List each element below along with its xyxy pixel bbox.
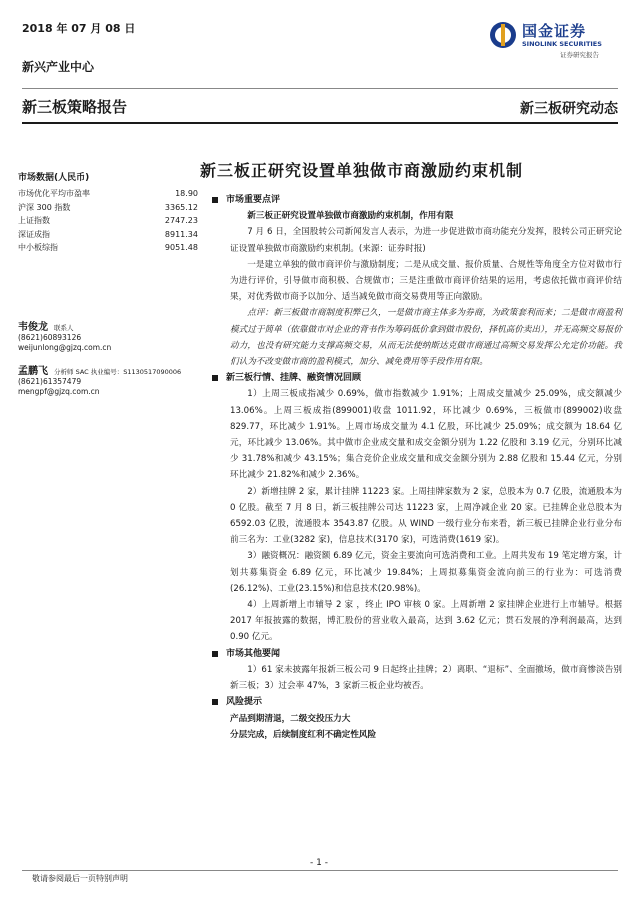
market-label: 深证成指 <box>18 229 50 239</box>
header-rule <box>22 122 618 124</box>
analyst-name: 韦俊龙 <box>18 321 48 333</box>
report-date: 2018 年 07 月 08 日 <box>22 22 136 35</box>
market-label: 上证指数 <box>18 216 50 225</box>
page-number: - 1 - <box>310 858 328 868</box>
logo-english: SINOLINK SECURITIES <box>522 40 602 48</box>
section-heading: 风险提示 <box>212 694 622 710</box>
paragraph: 一是建立单独的做市商评价与激励制度；二是从成交量、报价质量、合规性等角度全方位对做市行为进行评价，引导做市商积极、合规做市；三是注重做市商评价结果的运用，考虑依托做市商评价结果，对优秀做市商予以加分、适当减免做市商交易费用等正向激励。 <box>230 259 622 303</box>
paragraph: 4）上周新增上市辅导 2 家 ，终止 IPO 审核 0 家。上周新增 2 家挂牌企业进行上市辅导。根据 2017 年报披露的数据，博汇股份的营业收入最高，达到 3.62 亿元；贯石发展的净利润最高，达到 0.90 亿元。 <box>230 600 622 643</box>
paragraph: 3）融资概况：融资额 6.89 亿元，资金主要流向可选消费和工业。上周共发布 19 笔定增方案，计划共募集资金 6.89 亿元，环比减少 19.84%；上周拟募集资金流向前三的行业为：可选消费(26.12%)、工业(23.15%)和信息技术(20.98%)。 <box>230 551 622 594</box>
commentary-paragraph: 点评：新三板做市商制度积弊已久，一是做市商主体多为券商，为政策套利而来；二是做市商盈利模式过于简单（依靠做市对企业的背书作为筹码低价拿到做市股份，择机高价卖出），并无高频交易报价动力，也没有研究能力支撑高频交易，从而无法使纳斯达克做市商通过高频交易发挥公允定价功能。我们认为不改变做市商的盈利模式，加分、减免费用等手段作用有限。 <box>230 308 622 368</box>
report-body <box>212 192 622 743</box>
analyst-role: 分析师 SAC 执业编号：S1130517090006 <box>54 367 182 376</box>
analyst-email[interactable]: mengpf@gjzq.com.cn <box>18 386 100 396</box>
section-heading: 市场重要点评 <box>212 192 622 208</box>
report-type: 新三板策略报告 <box>22 98 128 116</box>
analyst-email[interactable]: weijunlong@gjzq.com.cn <box>18 342 112 352</box>
market-row <box>18 228 198 242</box>
market-row <box>18 214 198 228</box>
analyst-name: 孟鹏飞 <box>18 365 48 377</box>
paragraph: 2）新增挂牌 2 家，累计挂牌 11223 家。上周挂牌家数为 2 家，总股本为 0.7 亿股，流通股本为 0 亿股。截至 7 月 8 日，新三板挂牌公司达 11223 家，上周净减企业 20 家。已挂牌企业总股本为 6592.03 亿股，流通股本 3543.87 亿股。从 WIND 一级行业分布来看，新三板已挂牌企业行业分布前三名为：工业(3282 家)，信息技术(3170 家)，可选消费(1619 家)。 <box>230 486 622 546</box>
market-value: 8911.34 <box>164 229 198 239</box>
analyst-phone: (8621)61357479 <box>18 376 82 386</box>
bullet-square-icon <box>212 651 218 657</box>
section-subtitle: 新三板正研究设置单独做市商激励约束机制，作用有限 <box>247 211 454 222</box>
market-row <box>18 187 198 201</box>
market-data-heading: 市场数据(人民币) <box>18 173 90 183</box>
analyst-block <box>18 367 198 397</box>
market-value: 3365.12 <box>164 202 198 212</box>
sidebar <box>18 170 198 397</box>
analyst-phone: (8621)60893126 <box>18 332 82 342</box>
logo-text: 国金证券 <box>522 22 587 40</box>
department: 新兴产业中心 <box>22 60 95 74</box>
market-value: 9051.48 <box>164 243 198 252</box>
market-data-table <box>18 187 198 255</box>
risk-item: 分层完成，后续制度红利不确定性风险 <box>230 729 377 740</box>
analyst-block <box>18 323 198 353</box>
page-title: 新三板正研究设置单独做市商激励约束机制 <box>200 161 524 180</box>
company-logo <box>488 18 613 62</box>
market-label: 沪深 300 指数 <box>18 202 71 212</box>
market-label: 中小板综指 <box>18 243 58 252</box>
analyst-role: 联系人 <box>54 323 74 332</box>
footer-disclaimer: 敬请参阅最后一页特别声明 <box>32 874 128 883</box>
market-value: 18.90 <box>175 189 198 198</box>
risk-item: 产品到期清退，二级交投压力大 <box>230 713 351 724</box>
bullet-square-icon <box>212 375 218 381</box>
section-heading: 市场其他要闻 <box>212 646 622 662</box>
market-row <box>18 241 198 255</box>
logo-subtitle: 证券研究报告 <box>560 51 599 59</box>
market-label: 市场优化平均市盈率 <box>18 189 90 198</box>
bullet-square-icon <box>212 197 218 203</box>
bullet-square-icon <box>212 699 218 705</box>
paragraph: 1）上周三板成指减少 0.69%，做市指数减少 1.91%；上周成交量减少 25.09%，成交额减少 13.06%。上周三板成指(899001)收盘 1011.92，环比减少 0.69%，三板做市(899002)收盘 829.77，环比减少 1.91%。上周市场成交量为 4.1 亿股，环比减少 25.09%；成交额为 18.64 亿元，环比减少 13.06%。其中做市企业成交量和成交金额分别为 1.22 亿股和 3.19 亿元，分别环比减少 31.78%和减少 43.15%；集合竞价企业成交量和成交金额分别为 2.88 亿股和 15.44 亿元，分别环比减少 21.82%和减少 2.36%。 <box>230 389 622 481</box>
footer-divider <box>22 870 618 871</box>
paragraph: 1）61 家未披露年报新三板公司 9 日起终止挂牌；2）离职、“退标”、全面撤场，做市商惨淡告别新三板；3）过会率 47%，3 家新三板企业均被否。 <box>230 664 622 692</box>
paragraph: 7 月 6 日，全国股转公司新闻发言人表示，为进一步促进做市商功能充分发挥，股转公司正研究论证设置单独做市商激励约束机制。(来源：证券时报) <box>230 227 622 254</box>
section-heading: 新三板行情、挂牌、融资情况回顾 <box>212 370 622 386</box>
report-category: 新三板研究动态 <box>520 101 618 117</box>
market-row <box>18 201 198 215</box>
header-divider <box>22 88 618 89</box>
market-value: 2747.23 <box>164 216 198 225</box>
logo-mark-icon <box>488 20 518 50</box>
